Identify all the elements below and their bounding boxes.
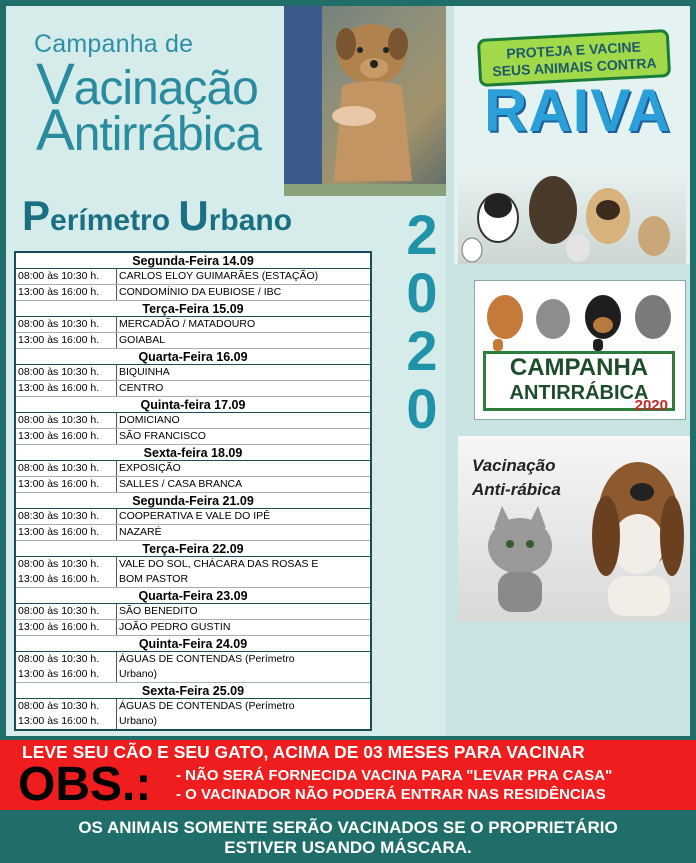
place-cell: CARLOS ELOY GUIMARÃES (ESTAÇÃO): [119, 270, 319, 282]
obs-note-2: - O VACINADOR NÃO PODERÁ ENTRAR NAS RESIDÊNCIAS: [176, 786, 606, 803]
subtitle-rest2: rbano: [208, 204, 293, 237]
time-cell: 13:00 às 16:00 h.: [16, 620, 117, 635]
table-row: [16, 317, 370, 333]
time-cell: 08:00 às 10:30 h.: [16, 269, 117, 284]
day-header: Quarta-Feira 23.09: [16, 588, 370, 604]
table-row: [16, 604, 370, 620]
table-row: [16, 477, 370, 493]
table-row: [16, 620, 370, 636]
day-header: Sexta-feira 18.09: [16, 445, 370, 461]
table-row: [16, 333, 370, 349]
title-line2-cap: V: [36, 52, 74, 117]
place-cell: JOÃO PEDRO GUSTIN: [119, 621, 231, 633]
pets-group-image: [458, 166, 686, 264]
time-cell: 13:00 às 16:00 h.: [16, 429, 117, 444]
place-text: Urbano): [119, 715, 157, 727]
day-header: Quarta-Feira 16.09: [16, 349, 370, 365]
dog-photo: [284, 6, 446, 196]
raiva-panel: [454, 6, 690, 264]
table-row: [16, 365, 370, 381]
time-cell: 08:30 às 10:30 h.: [16, 509, 117, 524]
place-cell: CENTRO: [119, 382, 164, 394]
time-cell: 13:00 às 16:00 h.: [16, 477, 117, 492]
subtitle-rest1: erímetro: [50, 204, 179, 237]
time-cell: 08:00 às 10:30 h.: [16, 413, 117, 428]
pets-peeking-illustration: [475, 281, 687, 351]
table-row: [16, 269, 370, 285]
campanha-sign: [483, 351, 675, 414]
place-text: BOM PASTOR: [119, 573, 189, 585]
place-cell: SALLES / CASA BRANCA: [119, 478, 243, 490]
year-vertical: [398, 203, 446, 440]
year-digit: 2: [406, 203, 438, 266]
day-header: Terça-Feira 22.09: [16, 541, 370, 557]
pets-illustration: [458, 166, 686, 264]
place-text: ÁGUAS DE CONTENDAS (Perímetro: [119, 653, 295, 665]
time-cell: 08:00 às 10:30 h.: [16, 365, 117, 380]
dog-illustration: [284, 6, 446, 196]
cat-dog-illustration: [458, 436, 690, 622]
table-row: [16, 413, 370, 429]
year-digit: 2: [406, 319, 438, 382]
time-text: 13:00 às 16:00 h.: [18, 668, 100, 680]
anti-rabica-panel: [458, 436, 690, 622]
left-column: [6, 6, 446, 736]
year-digit: 0: [406, 377, 438, 440]
place-cell: BIQUINHA: [119, 366, 170, 378]
day-header: Sexta-Feira 25.09: [16, 683, 370, 699]
time-cell: [16, 557, 117, 587]
obs-headline: LEVE SEU CÃO E SEU GATO, ACIMA DE 03 MESES PARA VACINAR: [22, 742, 585, 762]
place-cell: NAZARÉ: [119, 526, 162, 538]
place-cell: SÃO FRANCISCO: [119, 430, 206, 442]
place-cell: [117, 557, 370, 587]
campanha-line1: CAMPANHA: [509, 354, 649, 381]
main-panel: [6, 6, 690, 736]
place-cell: MERCADÃO / MATADOURO: [119, 318, 256, 330]
year-digit: 0: [406, 261, 438, 324]
place-cell: COOPERATIVA E VALE DO IPÊ: [119, 510, 271, 522]
time-cell: 13:00 às 16:00 h.: [16, 525, 117, 540]
time-cell: [16, 699, 117, 729]
title-line2-rest: acinação: [73, 62, 258, 115]
table-row: [16, 699, 370, 729]
time-text: 08:00 às 10:30 h.: [18, 558, 100, 570]
campanha-year: 2020: [634, 397, 668, 414]
time-cell: 13:00 às 16:00 h.: [16, 333, 117, 348]
day-header: Quinta-feira 17.09: [16, 397, 370, 413]
time-cell: [16, 652, 117, 682]
title-line3-cap: A: [36, 98, 74, 163]
table-row: [16, 461, 370, 477]
day-header: Quinta-Feira 24.09: [16, 636, 370, 652]
title-line3: [36, 98, 262, 163]
place-cell: EXPOSIÇÃO: [119, 462, 181, 474]
title-line3-rest: ntirrábica: [73, 108, 262, 161]
table-row: [16, 509, 370, 525]
campanha-panel: [474, 280, 686, 420]
raiva-word: RAIVA: [484, 77, 672, 144]
place-text: ÁGUAS DE CONTENDAS (Perímetro: [119, 700, 295, 712]
anti-line2: Anti-rábica: [472, 480, 561, 499]
right-column: [454, 6, 690, 736]
table-row: [16, 652, 370, 683]
time-text: 08:00 às 10:30 h.: [18, 700, 100, 712]
time-cell: 13:00 às 16:00 h.: [16, 381, 117, 396]
schedule-table: [14, 251, 372, 731]
day-header: Segunda-Feira 21.09: [16, 493, 370, 509]
subtitle-cap2: U: [178, 192, 209, 239]
day-header: Terça-Feira 15.09: [16, 301, 370, 317]
footer-line2: ESTIVER USANDO MÁSCARA.: [224, 838, 472, 857]
place-cell: DOMICIANO: [119, 414, 180, 426]
place-cell: CONDOMÍNIO DA EUBIOSE / IBC: [119, 286, 282, 298]
campanha-line2: ANTIRRÁBICA: [509, 382, 649, 404]
obs-note-1: - NÃO SERÁ FORNECIDA VACINA PARA "LEVAR PRA CASA": [176, 767, 613, 784]
time-text: 13:00 às 16:00 h.: [18, 573, 100, 585]
place-cell: SÃO BENEDITO: [119, 605, 198, 617]
subtitle-cap1: P: [22, 192, 51, 239]
time-cell: 08:00 às 10:30 h.: [16, 604, 117, 619]
time-text: 13:00 às 16:00 h.: [18, 715, 100, 727]
subtitle-perimetro: [22, 192, 292, 240]
anti-line1: Vacinação: [472, 456, 556, 475]
footer-line1: OS ANIMAIS SOMENTE SERÃO VACINADOS SE O PROPRIETÁRIO: [78, 818, 618, 837]
raiva-banner-line2: SEUS ANIMAIS CONTRA: [491, 54, 657, 80]
time-cell: 08:00 às 10:30 h.: [16, 317, 117, 332]
day-header: Segunda-Feira 14.09: [16, 253, 370, 269]
time-cell: 08:00 às 10:30 h.: [16, 461, 117, 476]
raiva-banner-line1: PROTEJA E VACINE: [505, 38, 642, 62]
table-row: [16, 557, 370, 588]
place-cell: [117, 699, 370, 729]
table-row: [16, 429, 370, 445]
table-row: [16, 285, 370, 301]
title-line1: Campanha de: [34, 30, 194, 58]
place-cell: GOIABAL: [119, 334, 166, 346]
table-row: [16, 525, 370, 541]
obs-label: OBS.:: [18, 758, 152, 811]
time-text: 08:00 às 10:30 h.: [18, 653, 100, 665]
place-text: Urbano): [119, 668, 157, 680]
place-cell: [117, 652, 370, 682]
table-row: [16, 381, 370, 397]
place-text: VALE DO SOL, CHÁCARA DAS ROSAS E: [119, 558, 319, 570]
time-cell: 13:00 às 16:00 h.: [16, 285, 117, 300]
